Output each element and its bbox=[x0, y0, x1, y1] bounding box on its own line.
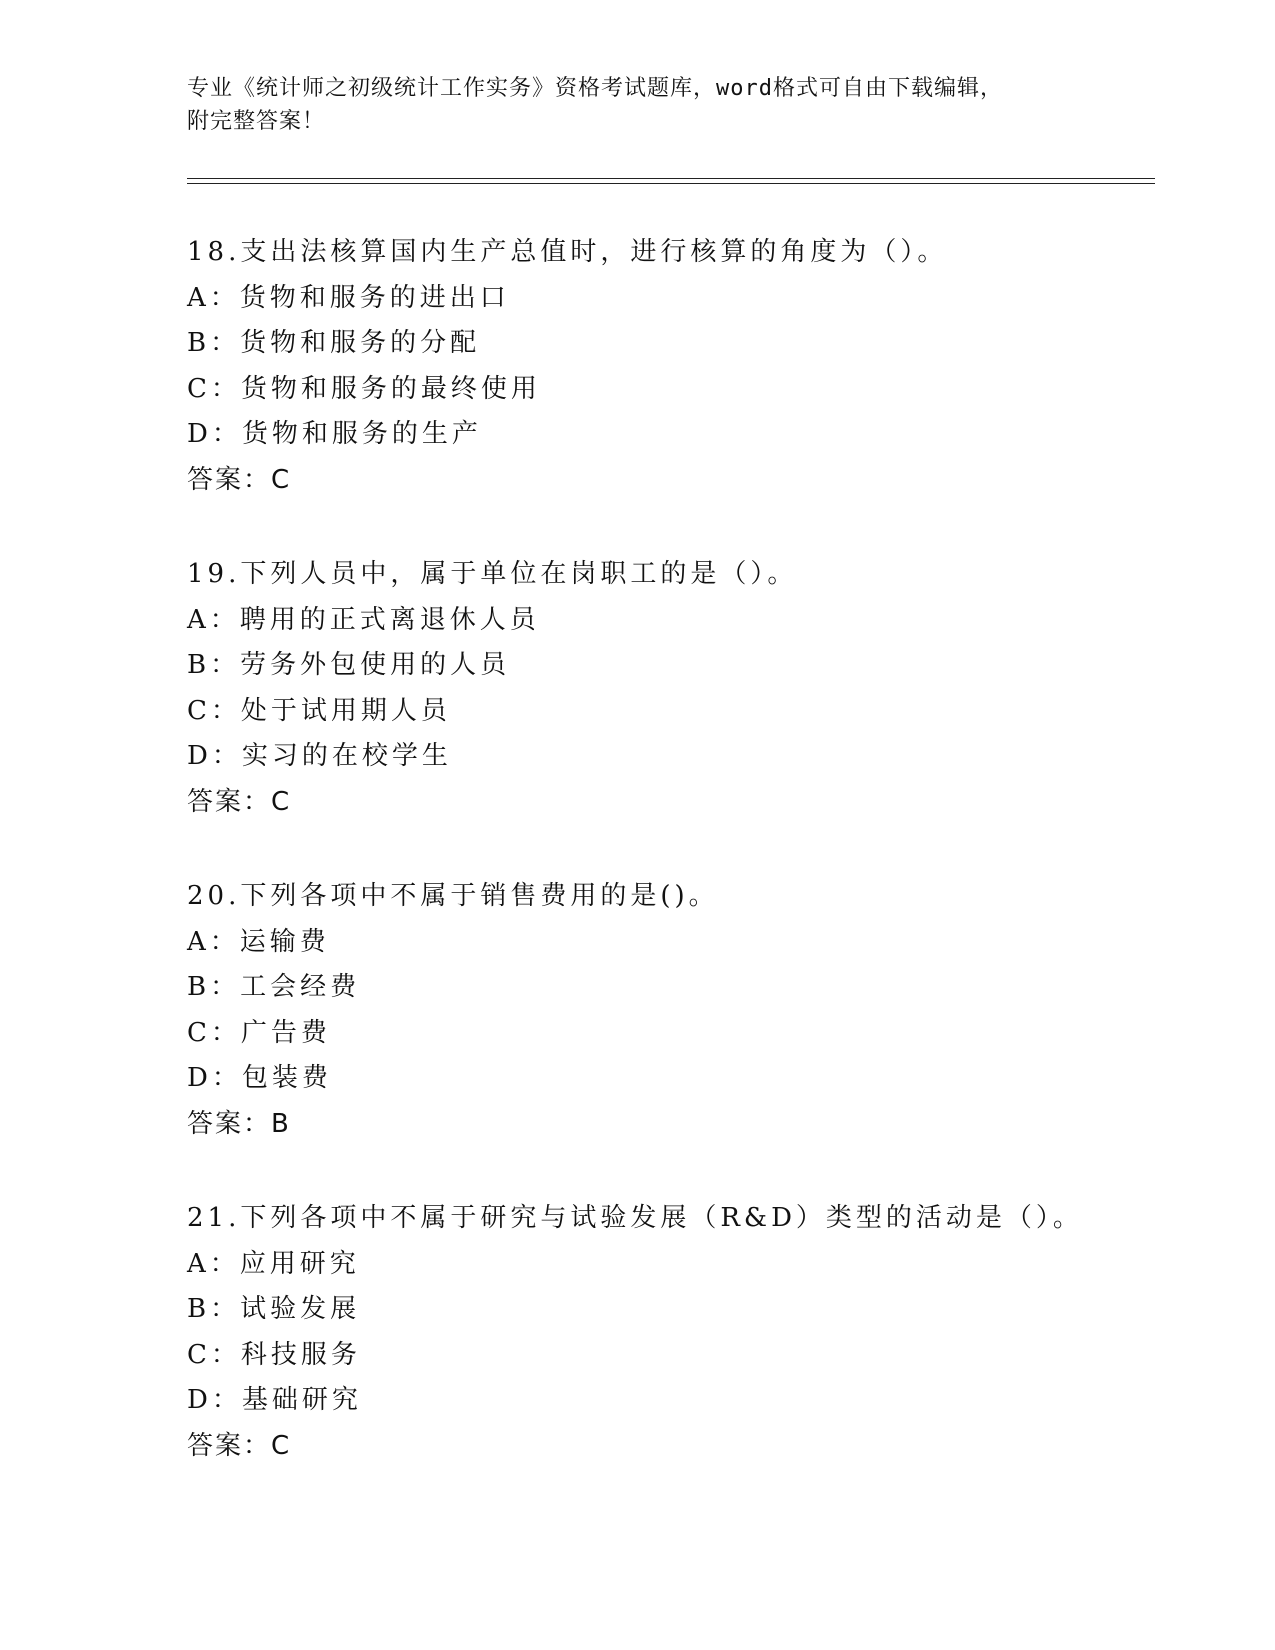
answer-label: 答案： bbox=[187, 786, 272, 817]
answer-value: C bbox=[271, 464, 291, 495]
answer-value: B bbox=[271, 1108, 290, 1139]
option-b: B：工会经费 bbox=[187, 972, 361, 1003]
option-c: C：广告费 bbox=[187, 1017, 331, 1048]
option-a: A：运输费 bbox=[187, 926, 330, 957]
answer-label: 答案： bbox=[187, 1430, 272, 1461]
question-21 bbox=[187, 1196, 1137, 1470]
header-line-1: 专业《统计师之初级统计工作实务》资格考试题库，word格式可自由下载编辑， bbox=[187, 76, 1003, 101]
question-stem: 20.下列各项中不属于销售费用的是()。 bbox=[187, 881, 719, 911]
option-d: D：实习的在校学生 bbox=[187, 741, 452, 772]
answer-label: 答案： bbox=[187, 464, 272, 495]
question-stem: 21.下列各项中不属于研究与试验发展（R&D）类型的活动是（）。 bbox=[187, 1203, 1083, 1233]
option-c: C：货物和服务的最终使用 bbox=[187, 373, 541, 404]
answer-label: 答案： bbox=[187, 1108, 272, 1139]
header-divider-bottom bbox=[187, 183, 1155, 184]
option-d: D：包装费 bbox=[187, 1063, 332, 1094]
option-b: B：试验发展 bbox=[187, 1294, 361, 1325]
option-a: A：应用研究 bbox=[187, 1248, 360, 1279]
answer-value: C bbox=[271, 1430, 291, 1461]
answer-value: C bbox=[271, 786, 291, 817]
question-18 bbox=[187, 230, 1137, 504]
option-a: A：聘用的正式离退休人员 bbox=[187, 604, 540, 635]
question-19 bbox=[187, 552, 1137, 826]
option-a: A：货物和服务的进出口 bbox=[187, 282, 510, 313]
header-line-2: 附完整答案！ bbox=[187, 109, 326, 134]
option-c: C：科技服务 bbox=[187, 1339, 361, 1370]
answer-line bbox=[187, 1424, 1137, 1470]
option-c: C：处于试用期人员 bbox=[187, 695, 451, 726]
option-b: B：货物和服务的分配 bbox=[187, 328, 481, 359]
answer-line bbox=[187, 780, 1137, 826]
option-d: D：基础研究 bbox=[187, 1385, 362, 1416]
answer-line bbox=[187, 1102, 1137, 1148]
document-header bbox=[187, 72, 1087, 138]
answer-line bbox=[187, 458, 1137, 504]
question-stem: 19.下列人员中，属于单位在岗职工的是（）。 bbox=[187, 559, 798, 589]
option-d: D：货物和服务的生产 bbox=[187, 419, 482, 450]
header-divider-top bbox=[187, 178, 1155, 179]
option-b: B：劳务外包使用的人员 bbox=[187, 650, 511, 681]
question-20 bbox=[187, 874, 1137, 1148]
question-stem: 18.支出法核算国内生产总值时，进行核算的角度为（）。 bbox=[187, 237, 948, 267]
